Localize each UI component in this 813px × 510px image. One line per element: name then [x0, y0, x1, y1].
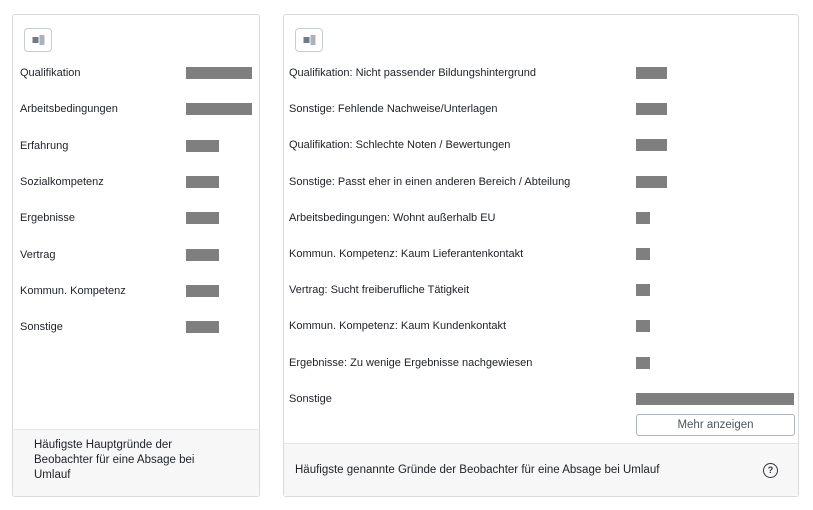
chart-caption: Häufigste Hauptgründe der Beobachter für eine Absage bei Umlauf	[13, 429, 259, 496]
bar[interactable]	[636, 139, 667, 151]
bar[interactable]	[636, 212, 650, 224]
bar[interactable]	[186, 249, 219, 261]
chart-row	[13, 211, 259, 225]
chart-row	[13, 248, 259, 262]
panel-named-rejection-reasons	[283, 14, 799, 497]
chart-row	[284, 138, 798, 152]
category-label: Kommun. Kompetenz: Kaum Kundenkontakt	[289, 320, 507, 333]
chart-row	[13, 66, 259, 80]
category-label: Erfahrung	[20, 139, 69, 152]
category-label: Sonstige	[20, 321, 63, 334]
chart-row	[13, 139, 259, 153]
category-label: Vertrag: Sucht freiberufliche Tätigkeit	[289, 284, 470, 297]
bar[interactable]	[636, 320, 650, 332]
bar[interactable]	[186, 67, 252, 79]
category-label: Kommun. Kompetenz	[20, 284, 126, 297]
chart-row	[284, 392, 798, 406]
bar[interactable]	[186, 140, 219, 152]
bar[interactable]	[636, 176, 667, 188]
chart-row	[284, 211, 798, 225]
category-label: Qualifikation	[20, 67, 81, 79]
chart-row	[284, 102, 798, 116]
category-label: Sonstige: Passt eher in einen anderen Bereich / Abteilung	[289, 175, 571, 188]
chart-row	[13, 284, 259, 298]
help-icon[interactable]: ?	[763, 463, 778, 478]
chart-row	[284, 247, 798, 261]
chart-row	[284, 283, 798, 297]
category-label: Ergebnisse	[20, 212, 76, 225]
chart-caption-bar	[284, 443, 798, 496]
bar[interactable]	[636, 103, 667, 115]
category-label: Qualifikation: Nicht passender Bildungshintergrund	[289, 67, 537, 79]
bar[interactable]	[186, 212, 219, 224]
bar[interactable]	[636, 393, 794, 405]
chart-row	[13, 175, 259, 189]
show-more-button[interactable]: Mehr anzeigen	[636, 414, 795, 436]
bar[interactable]	[636, 67, 667, 79]
category-label: Sonstige	[289, 392, 332, 405]
category-label: Sonstige: Fehlende Nachweise/Unterlagen	[289, 103, 498, 116]
category-label: Arbeitsbedingungen	[20, 103, 118, 116]
bar[interactable]	[636, 357, 650, 369]
chart-row	[284, 319, 798, 333]
bar[interactable]	[186, 321, 219, 333]
category-label: Sozialkompetenz	[20, 175, 104, 188]
chart-row	[13, 102, 259, 116]
category-label: Vertrag	[20, 248, 56, 261]
chart-row	[284, 356, 798, 370]
chart-row	[284, 66, 798, 80]
bar[interactable]	[636, 284, 650, 296]
category-label: Arbeitsbedingungen: Wohnt außerhalb EU	[289, 211, 496, 224]
chart-caption: Häufigste genannte Gründe der Beobachter für eine Absage bei Umlauf	[295, 464, 660, 476]
bar[interactable]	[186, 176, 219, 188]
chart-row	[284, 175, 798, 189]
bar[interactable]	[636, 248, 650, 260]
category-label: Qualifikation: Schlechte Noten / Bewertungen	[289, 139, 511, 152]
bar[interactable]	[186, 285, 219, 297]
bar[interactable]	[186, 103, 252, 115]
panel-main-rejection-reasons	[12, 14, 260, 497]
category-label: Kommun. Kompetenz: Kaum Lieferantenkontakt	[289, 248, 524, 260]
chart-row	[13, 320, 259, 334]
category-label: Ergebnisse: Zu wenige Ergebnisse nachgewiesen	[289, 356, 533, 369]
